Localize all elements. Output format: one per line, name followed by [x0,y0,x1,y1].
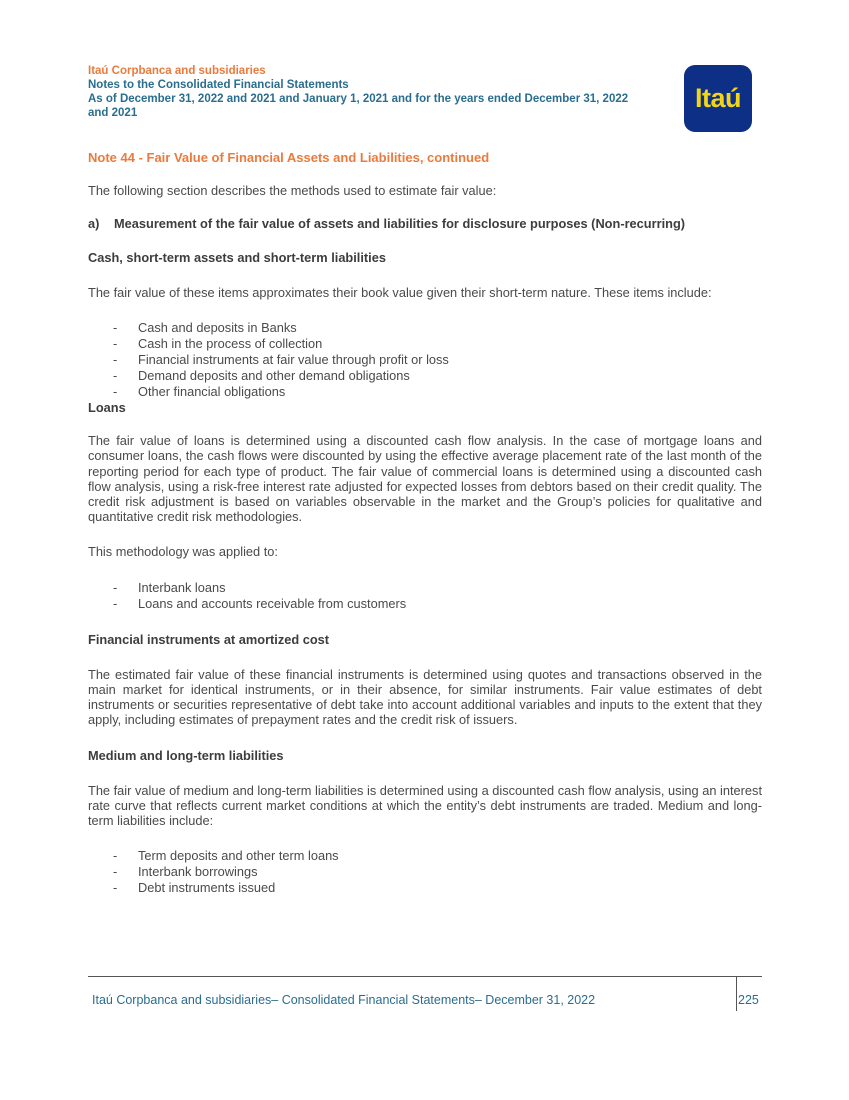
footer-text: Itaú Corpbanca and subsidiaries– Consolidated Financial Statements– December 31, 2022 [92,993,596,1007]
note-title: Note 44 - Fair Value of Financial Assets and Liabilities, continued [88,150,490,165]
intro-text: The following section describes the methods used to estimate fair value: [88,183,497,199]
list-item: - Financial instruments at fair value through profit or loss [88,352,762,368]
cash-text: The fair value of these items approximates their book value given their short-term nature. These items include: [88,284,712,300]
list-item: - Loans and accounts receivable from customers [88,596,762,612]
header-doc-title: Notes to the Consolidated Financial Statements [88,79,349,91]
list-item: - Cash in the process of collection [88,336,762,352]
section-a-label: a) [88,216,100,232]
list-item: - Interbank borrowings [88,864,762,880]
page-header [88,64,678,120]
header-company: Itaú Corpbanca and subsidiaries [88,65,266,77]
section-a-heading [88,216,762,231]
logo-text: Itaú [694,83,741,113]
loans-heading: Loans [88,400,126,416]
list-item: - Debt instruments issued [88,880,762,896]
list-item: - Cash and deposits in Banks [88,320,762,336]
itau-logo [684,65,752,132]
loans-text: The fair value of loans is determined using a discounted cash flow analysis. In the case of mortgage loans and consumer loans, the cash flows were discounted by using the effective average placement rate of the last month of the reporting period for each type of product. The fair value of commercial loans is determined using a discounted cash flow analysis, using a risk-free interest rate adjusted for expected losses from debtors based on their credit quality. The credit risk adjustment is based on variables observable in the market and the Group’s policies for qualitative and quantitative credit risk methodologies. [88,433,762,525]
loans-applied-text: This methodology was applied to: [88,544,278,560]
loans-items-list [88,580,762,612]
page-content [88,150,762,896]
list-item: - Interbank loans [88,580,762,596]
medium-items-list [88,848,762,896]
footer-page-divider [736,976,737,1011]
list-item: - Term deposits and other term loans [88,848,762,864]
footer-divider [88,976,762,977]
header-period-line2: and 2021 [88,107,138,119]
medium-heading: Medium and long-term liabilities [88,747,284,763]
medium-text: The fair value of medium and long-term liabilities is determined using a discounted cash flow analysis, using an interest rate curve that reflects current market conditions at which the entity’s debt instruments are traded. Medium and long-term liabilities include: [88,782,762,829]
cash-heading: Cash, short-term assets and short-term liabilities [88,249,386,265]
cash-items-list [88,320,762,400]
section-a-title: Measurement of the fair value of assets and liabilities for disclosure purposes (Non-recurring) [114,216,686,232]
header-period-line1: As of December 31, 2022 and 2021 and January 1, 2021 and for the years ended December 31, 2022 [88,93,629,105]
list-item: - Other financial obligations [88,384,762,400]
amortized-text: The estimated fair value of these financial instruments is determined using quotes and transactions observed in the main market for identical instruments, or in their absence, for similar instruments. Fair value estimates of debt instruments or securities representative of debt take into account additional variables and inputs to the extent that they apply, including estimates of prepayment rates and the credit risk of issuers. [88,666,762,728]
list-item: - Demand deposits and other demand obligations [88,368,762,384]
page-number: 225 [738,993,759,1007]
amortized-heading: Financial instruments at amortized cost [88,631,330,647]
